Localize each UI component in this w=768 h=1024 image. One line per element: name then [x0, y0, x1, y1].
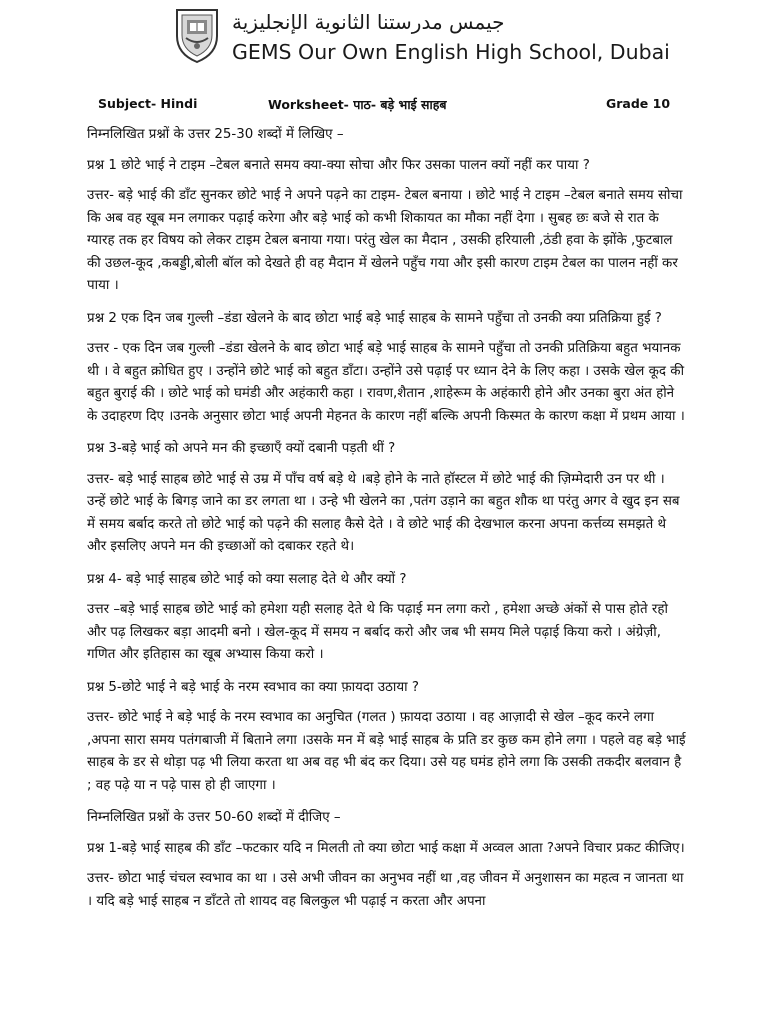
section-instruction-1: निम्नलिखित प्रश्नों के उत्तर 25-30 शब्दों में लिखिए – [87, 127, 344, 142]
question-6: प्रश्न 1-बड़े भाई साहब की डाँट –फटकार यदि न मिलती तो क्या छोटा भाई कक्षा में अव्वल आता ?अपने विचार प्रकट कीजिए। [87, 840, 685, 856]
question-5: प्रश्न 5-छोटे भाई ने बड़े भाई के नरम स्वभाव का क्या फ़ायदा उठाया ? [87, 679, 419, 695]
school-name: GEMS Our Own English High School, Dubai [232, 40, 670, 64]
answer-3: उत्तर- बड़े भाई साहब छोटे भाई से उम्र में पाँच वर्ष बड़े थे ।बड़े होने के नाते हॉस्टल में छोटे भाई की ज़िम्मेदारी उन पर थी । उन्हें छोटे भाई के बिगड़ जाने का डर लगता था । उन्हे भी खेलने का ,पतंग उड़ाने का बहुत शौक था परंतु अगर वे खुद इन सब में समय बर्बाद करते तो छोटे भाई को पढ़ने की सलाह कैसे देते । वे छोटे भाई की देखभाल करना अपना कर्त्तव्य समझते थे और इसलिए अपने मन की इच्छाओं को दबाकर रहते थे। [87, 471, 680, 554]
section-instruction-2: निम्नलिखित प्रश्नों के उत्तर 50-60 शब्दों में दीजिए – [87, 810, 341, 825]
question-3: प्रश्न 3-बड़े भाई को अपने मन की इच्छाएँ क्यों दबानी पड़ती थीं ? [87, 441, 396, 456]
worksheet-title: Worksheet- पाठ- बड़े भाई साहब [268, 97, 447, 112]
question-1: प्रश्न 1 छोटे भाई ने टाइम –टेबल बनाते समय क्या-क्या सोचा और फिर उसका पालन क्यों नहीं कर पाया ? [87, 157, 590, 173]
school-name-arabic: جيمس مدرستنا الثانوية الإنجليزية [232, 10, 505, 34]
school-header [0, 0, 768, 80]
school-crest-logo [172, 6, 222, 64]
worksheet-content [87, 124, 687, 923]
answer-1: उत्तर- बड़े भाई की डाँट सुनकर छोटे भाई ने अपने पढ़ने का टाइम- टेबल बनाया । छोटे भाई ने टाइम –टेबल बनाते समय सोचा कि अब वह खूब मन लगाकर पढ़ाई करेगा और बड़े भाई को कभी शिकायत का मौका नहीं देगा । सुबह छः बजे से रात के ग्यारह तक हर विषय को लेकर टाइम टेबल बनाया गया। परंतु खेल का मैदान , उसकी हरियाली ,ठंडी हवा के झोंके ,फुटबाल की उछल-कूद ,कबड्डी,बोली बॉल को देखते ही वह मैदान में खेलने पहुँच गया और इसी कारण टाइम टेबल का पालन नहीं कर पाया । [87, 188, 683, 293]
grade-label: Grade 10 [606, 96, 671, 111]
subject-label: Subject- Hindi [98, 96, 198, 111]
answer-4: उत्तर –बड़े भाई साहब छोटे भाई को हमेशा यही सलाह देते थे कि पढ़ाई मन लगा करो , हमेशा अच्छे अंकों से पास होते रहो और पढ़ लिखकर बड़ा आदमी बनो । खेल-कूद में समय न बर्बाद करो और जब भी समय मिले पढ़ाई किया करो । अंग्रेज़ी, गणित और इतिहास का खूब अभ्यास किया करो । [87, 602, 668, 662]
answer-2: उत्तर - एक दिन जब गुल्ली –डंडा खेलने के बाद छोटा भाई बड़े भाई साहब के सामने पहुँचा तो उनकी प्रतिक्रिया बहुत भयानक थी । वे बहुत क्रोधित हुए । उन्होंने छोटे भाई को बहुत डाँटा। उन्होंने उसे पढ़ाई पर ध्यान देने के लिए कहा । उसके खेल कूद की बहुत बुराई की । छोटे भाई को घमंडी और अहंकारी कहा । रावण,शैतान ,शाहेरूम के अहंकारी होने और उनका बुरा अंत होने के उदाहरण दिए ।उनके अनुसार छोटा भाई अपनी मेहनत के कारण नहीं बल्कि अपनी किस्मत के कारण कक्षा में प्रथम आया । [87, 341, 685, 424]
question-4: प्रश्न 4- बड़े भाई साहब छोटे भाई को क्या सलाह देते थे और क्यों ? [87, 571, 407, 587]
answer-5: उत्तर- छोटे भाई ने बड़े भाई के नरम स्वभाव का अनुचित (गलत ) फ़ायदा उठाया । वह आज़ादी से खेल –कूद करने लगा ,अपना सारा समय पतंगबाजी में बिताने लगा ।उसके मन में बड़े भाई साहब के प्रति डर कुछ कम होने लगा । पहले वह बड़े भाई साहब के डर से थोड़ा पढ़ भी लिया करता था अब वह भी बंद कर दिया। उसे यह घमंड होने लगा कि उसकी तकदीर बलवान है ; वह पढ़े या न पढ़े पास हो ही जाएगा । [87, 710, 686, 793]
answer-6: उत्तर- छोटा भाई चंचल स्वभाव का था । उसे अभी जीवन का अनुभव नहीं था ,वह जीवन में अनुशासन का महत्व न जानता था । यदि बड़े भाई साहब न डाँटते तो शायद वह बिलकुल भी पढ़ाई न करता और अपना [87, 871, 684, 909]
question-2: प्रश्न 2 एक दिन जब गुल्ली –डंडा खेलने के बाद छोटा भाई बड़े भाई साहब के सामने पहुँचा तो उनकी क्या प्रतिक्रिया हुई ? [87, 310, 662, 326]
